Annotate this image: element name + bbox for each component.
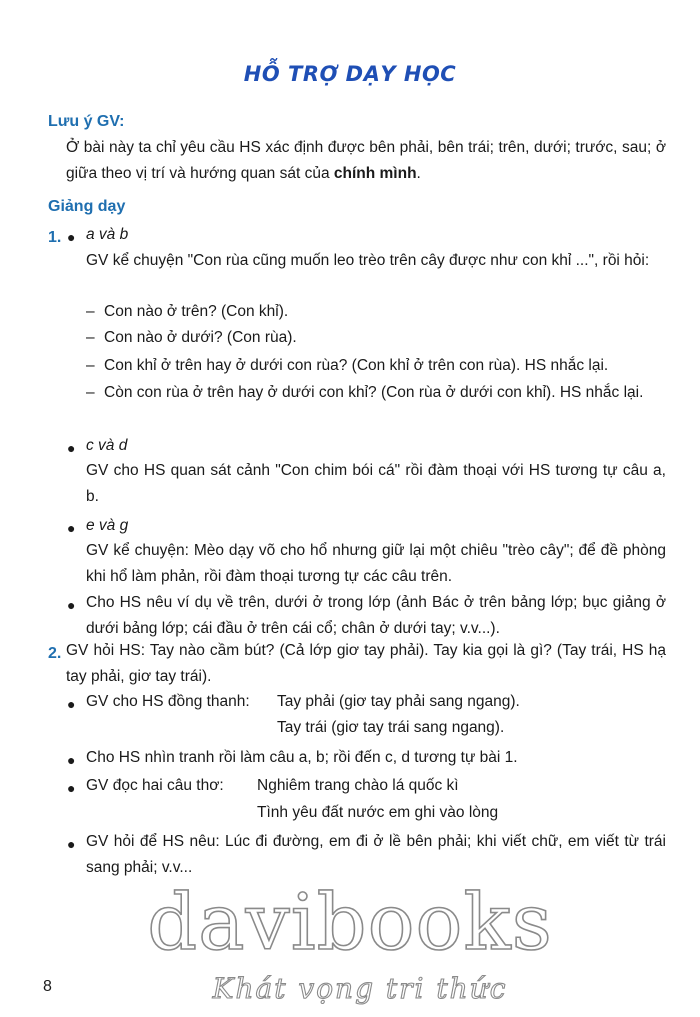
item-2-text: GV hỏi HS: Tay nào cầm bút? (Cả lớp giơ tay phải). Tay kia gọi là gì? (Tay trái, HS hạ tay phải, giơ tay trái). bbox=[66, 642, 666, 685]
note-heading: Lưu ý GV: bbox=[48, 113, 125, 130]
question-1: Con nào ở trên? (Con khỉ). bbox=[104, 303, 289, 320]
dash-icon: – bbox=[86, 357, 95, 374]
item-1-eg-text: GV kể chuyện: Mèo dạy võ cho hổ nhưng giữ lại một chiêu "trèo cây"; để đề phòng khi hổ làm phản, rồi đàm thoại tương tự các câu trên. bbox=[86, 542, 666, 585]
final-text: GV hỏi để HS nêu: Lúc đi đường, em đi ở lề bên phải; khi viết chữ, em viết từ trái sang phải; v.v... bbox=[86, 833, 666, 876]
note-text-end: . bbox=[416, 165, 421, 182]
bullet-icon: ● bbox=[67, 440, 76, 456]
dash-icon: – bbox=[86, 384, 95, 401]
note-paragraph bbox=[66, 135, 666, 187]
chorus-label: GV cho HS đồng thanh: bbox=[86, 693, 250, 710]
poem-line-1: Nghiêm trang chào lá quốc kì bbox=[257, 777, 459, 794]
chorus-line-1: Tay phải (giơ tay phải sang ngang). bbox=[277, 693, 520, 710]
watermark-slogan: Khát vọng tri thức bbox=[212, 972, 508, 1005]
dash-icon: – bbox=[86, 303, 95, 320]
item-1-eg-label: e và g bbox=[86, 517, 129, 534]
bullet-icon: ● bbox=[67, 229, 76, 245]
item-2-number: 2. bbox=[48, 645, 62, 662]
dash-icon: – bbox=[86, 329, 95, 346]
bullet-icon: ● bbox=[67, 836, 76, 852]
poem-label: GV đọc hai câu thơ: bbox=[86, 777, 224, 794]
picture-text: Cho HS nhìn tranh rồi làm câu a, b; rồi đến c, d tương tự bài 1. bbox=[86, 749, 518, 766]
bullet-icon: ● bbox=[67, 696, 76, 712]
bullet-icon: ● bbox=[67, 780, 76, 796]
item-1-example-text: Cho HS nêu ví dụ về trên, dưới ở trong lớp (ảnh Bác ở trên bảng lớp; bục giảng ở dưới bảng lớp; cái đầu ở trên cái cổ; chân ở dưới tay; v.v...). bbox=[86, 594, 666, 637]
note-text: Ở bài này ta chỉ yêu cầu HS xác định được bên phải, bên trái; trên, dưới; trước, sau; ở giữa theo vị trí và hướng quan sát của bbox=[66, 139, 666, 182]
bullet-icon: ● bbox=[67, 520, 76, 536]
question-4: Còn con rùa ở trên hay ở dưới con khỉ? (Con rùa ở dưới con khỉ). HS nhắc lại. bbox=[104, 384, 644, 401]
note-text-bold: chính mình bbox=[333, 165, 417, 182]
question-3: Con khỉ ở trên hay ở dưới con rùa? (Con khỉ ở trên con rùa). HS nhắc lại. bbox=[104, 357, 609, 374]
watermark-brand: davibooks bbox=[147, 878, 553, 968]
teaching-heading: Giảng dạy bbox=[48, 198, 126, 215]
item-1-cd-text: GV cho HS quan sát cảnh "Con chim bói cá" rồi đàm thoại với HS tương tự câu a, b. bbox=[86, 462, 666, 505]
chorus-line-2: Tay trái (giơ tay trái sang ngang). bbox=[277, 719, 505, 736]
page-number: 8 bbox=[43, 978, 52, 995]
bullet-icon: ● bbox=[67, 752, 76, 768]
poem-line-2: Tình yêu đất nước em ghi vào lòng bbox=[257, 804, 499, 821]
item-1-number: 1. bbox=[48, 229, 62, 246]
page-title: HỖ TRỢ DẠY HỌC bbox=[243, 62, 457, 86]
item-1-ab-text: GV kể chuyện "Con rùa cũng muốn leo trèo trên cây được như con khỉ ...", rồi hỏi: bbox=[86, 252, 650, 269]
bullet-icon: ● bbox=[67, 597, 76, 613]
item-1-cd-label: c và d bbox=[86, 437, 128, 454]
question-2: Con nào ở dưới? (Con rùa). bbox=[104, 329, 297, 346]
item-1-ab-label: a và b bbox=[86, 226, 129, 243]
